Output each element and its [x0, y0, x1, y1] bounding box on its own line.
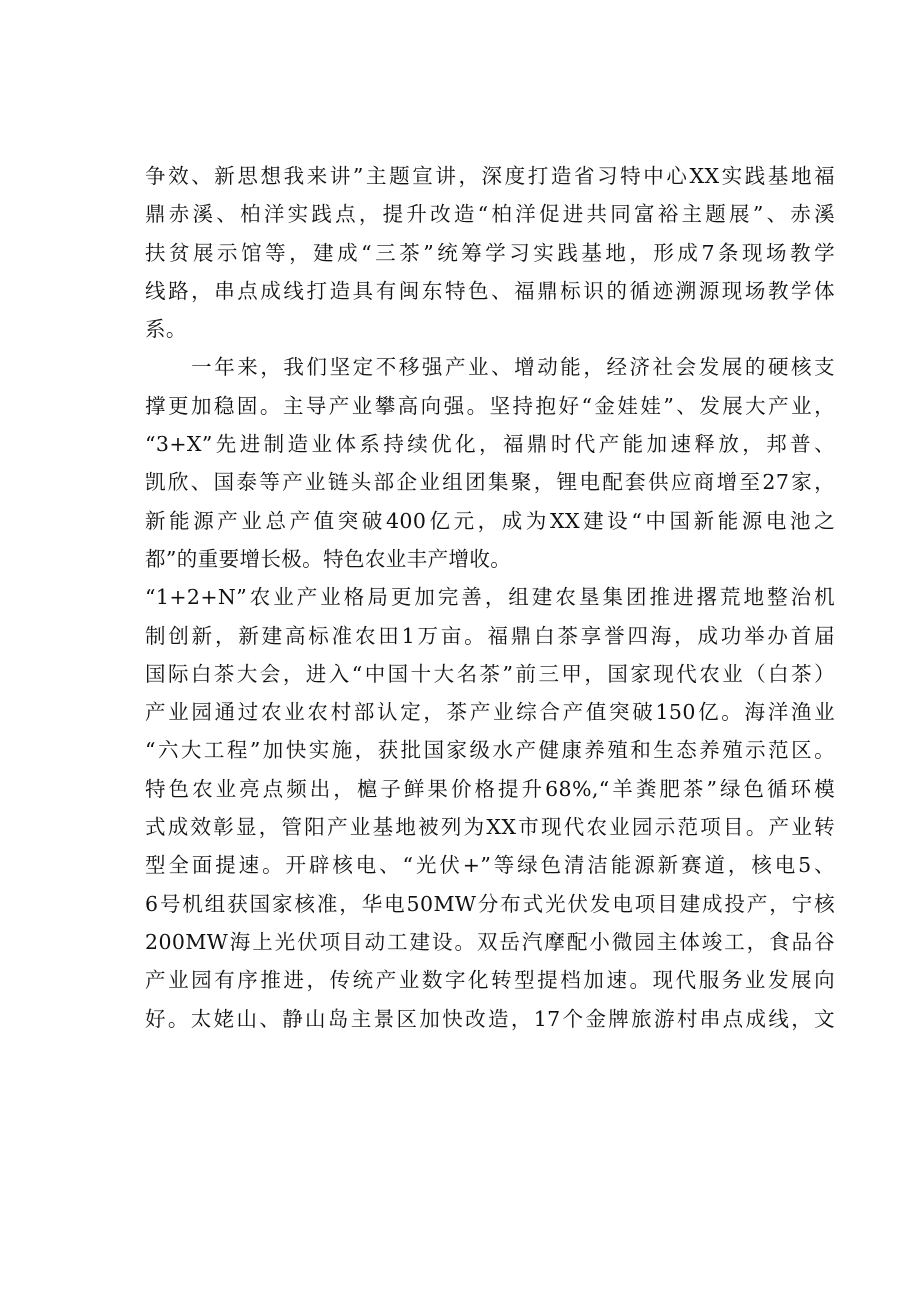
- text-line: 都”的重要增长极。特色农业丰产增收。: [145, 546, 512, 571]
- text-line: 制创新，新建高标准农田1万亩。福鼎白茶享誉四海，成功举办首届: [145, 623, 835, 648]
- text-line: “1+2+N”农业产业格局更加完善，组建农垦集团推进撂荒地整治机: [145, 585, 835, 610]
- text-line: 产业园有序推进，传统产业数字化转型提档加速。现代服务业发展向: [145, 968, 835, 993]
- text-line: 线路，串点成线打造具有闽东特色、福鼎标识的循迹溯源现场教学体: [145, 278, 835, 303]
- text-line: 鼎赤溪、柏洋实践点，提升改造“柏洋促进共同富裕主题展”、赤溪: [145, 202, 835, 227]
- text-line: “3+X”先进制造业体系持续优化，福鼎时代产能加速释放，邦普、: [145, 432, 835, 457]
- text-line: 型全面提速。开辟核电、“光伏+”等绿色清洁能源新赛道，核电5、: [145, 853, 835, 878]
- text-line: 凯欣、国泰等产业链头部企业组团集聚，锂电配套供应商增至27家，: [145, 470, 835, 495]
- text-line: “六大工程”加快实施，获批国家级水产健康养殖和生态养殖示范区。: [145, 738, 835, 763]
- text-line: 撑更加稳固。主导产业攀高向强。坚持抱好“金娃娃”、发展大产业，: [145, 393, 835, 418]
- text-line: 国际白茶大会，进入“中国十大名茶”前三甲，国家现代农业（白茶）: [145, 661, 835, 686]
- body-text: [145, 157, 835, 1038]
- text-line: 系。: [145, 317, 187, 342]
- text-line: 6号机组获国家核准，华电50MW分布式光伏发电项目建成投产，宁核: [145, 891, 835, 916]
- text-line: 好。太姥山、静山岛主景区加快改造，17个金牌旅游村串点成线，文: [145, 1006, 835, 1031]
- text-line: 新能源产业总产值突破400亿元，成为XX建设“中国新能源电池之: [145, 508, 835, 533]
- text-line: 200MW海上光伏项目动工建设。双岳汽摩配小微园主体竣工，食品谷: [145, 929, 835, 954]
- text-line: 争效、新思想我来讲”主题宣讲，深度打造省习特中心XX实践基地福: [145, 164, 835, 188]
- text-line: 式成效彰显，管阳产业基地被列为XX市现代农业园示范项目。产业转: [145, 815, 835, 840]
- text-line: 一年来，我们坚定不移强产业、增动能，经济社会发展的硬核支: [145, 355, 835, 380]
- text-line: 特色农业亮点频出，槴子鲜果价格提升68%,“羊粪肥茶”绿色循环模: [145, 776, 835, 801]
- text-line: 扶贫展示馆等，建成“三茶”统筹学习实践基地，形成7条现场教学: [145, 240, 835, 265]
- text-line: 产业园通过农业农村部认定，茶产业综合产值突破150亿。海洋渔业: [145, 700, 835, 725]
